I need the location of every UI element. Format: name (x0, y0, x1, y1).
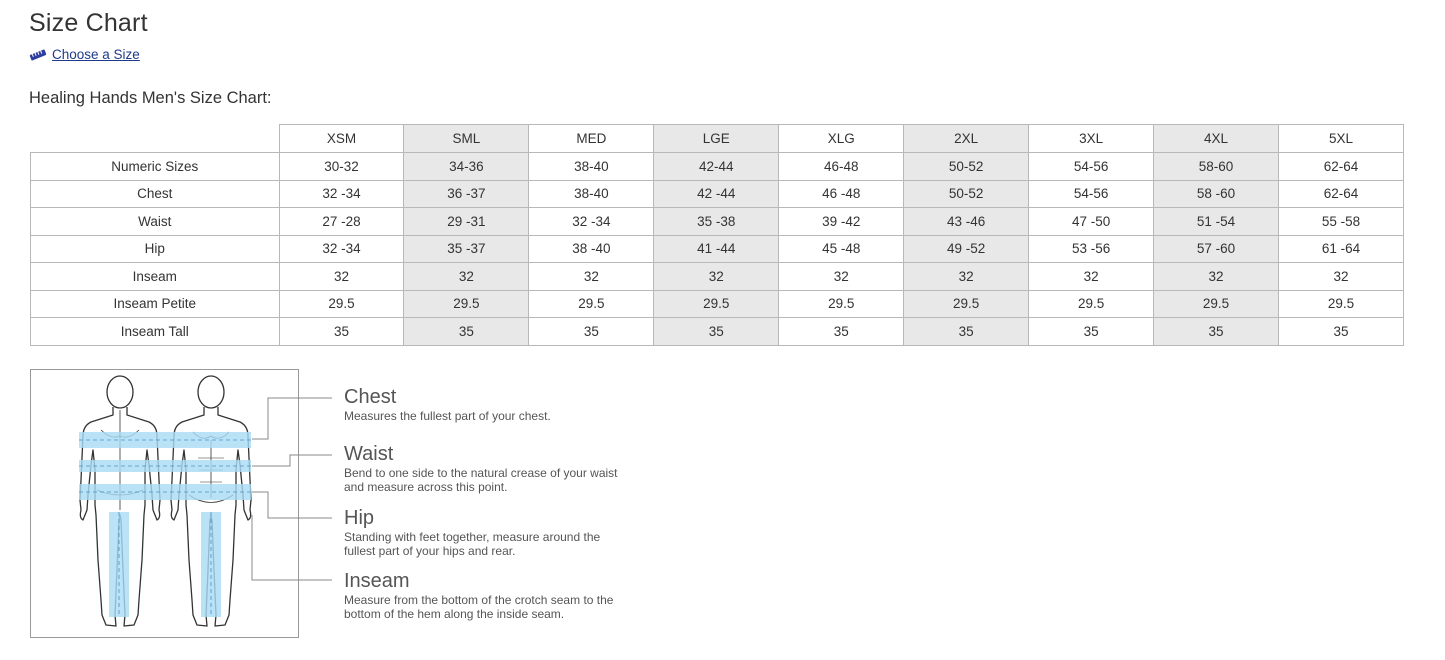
size-cell: 29.5 (904, 290, 1029, 318)
size-cell: 49 -52 (904, 235, 1029, 263)
size-cell: 41 -44 (654, 235, 779, 263)
size-cell: 51 -54 (1154, 208, 1279, 236)
size-cell: 29.5 (1154, 290, 1279, 318)
size-cell: 61 -64 (1279, 235, 1404, 263)
size-cell: 29.5 (404, 290, 529, 318)
row-label: Waist (31, 208, 280, 236)
table-row (31, 290, 1404, 318)
size-cell: 53 -56 (1029, 235, 1154, 263)
size-cell: 29.5 (654, 290, 779, 318)
row-label: Numeric Sizes (31, 153, 280, 181)
size-cell: 46-48 (779, 153, 904, 181)
size-cell: 35 -38 (654, 208, 779, 236)
size-cell: 32 -34 (279, 180, 404, 208)
size-cell: 58 -60 (1154, 180, 1279, 208)
measure-title: Chest (344, 386, 397, 408)
size-cell: 42 -44 (654, 180, 779, 208)
measure-description: Bend to one side to the natural crease of your waist and measure across this point. (344, 466, 618, 494)
size-cell: 35 -37 (404, 235, 529, 263)
size-cell: 29.5 (779, 290, 904, 318)
size-cell: 50-52 (904, 153, 1029, 181)
page-title: Size Chart (29, 9, 148, 37)
size-cell: 32 (404, 263, 529, 291)
size-chart-table (30, 124, 1404, 346)
size-cell: 54-56 (1029, 153, 1154, 181)
size-cell: 62-64 (1279, 180, 1404, 208)
size-cell: 55 -58 (1279, 208, 1404, 236)
measure-hip (344, 506, 619, 558)
size-header: XSM (279, 125, 404, 153)
size-header: 2XL (904, 125, 1029, 153)
size-cell: 35 (404, 318, 529, 346)
size-cell: 50-52 (904, 180, 1029, 208)
size-cell: 35 (779, 318, 904, 346)
table-row (31, 208, 1404, 236)
size-cell: 32 (1279, 263, 1404, 291)
row-label: Chest (31, 180, 280, 208)
size-cell: 32 -34 (529, 208, 654, 236)
size-cell: 27 -28 (279, 208, 404, 236)
table-row (31, 263, 1404, 291)
size-cell: 35 (1279, 318, 1404, 346)
size-cell: 46 -48 (779, 180, 904, 208)
size-cell: 32 (1029, 263, 1154, 291)
size-cell: 32 (1154, 263, 1279, 291)
size-cell: 57 -60 (1154, 235, 1279, 263)
body-figures-illustration (31, 370, 299, 638)
choose-size-label[interactable]: Choose a Size (52, 47, 140, 62)
size-cell: 29.5 (529, 290, 654, 318)
measure-inseam (344, 569, 634, 621)
measurement-bands (79, 432, 251, 617)
choose-size-link[interactable] (29, 47, 140, 62)
size-cell: 35 (904, 318, 1029, 346)
size-cell: 32 (654, 263, 779, 291)
row-label: Inseam Petite (31, 290, 280, 318)
row-label: Inseam Tall (31, 318, 280, 346)
size-cell: 35 (529, 318, 654, 346)
body-measurement-diagram (30, 369, 299, 638)
measure-description: Measure from the bottom of the crotch seam to the bottom of the hem along the inside seam. (344, 593, 614, 621)
section-title: Healing Hands Men's Size Chart: (29, 89, 272, 107)
size-cell: 35 (1154, 318, 1279, 346)
table-row (31, 180, 1404, 208)
measure-waist (344, 442, 639, 494)
row-label: Inseam (31, 263, 280, 291)
measuring-tape-icon (29, 49, 47, 61)
size-cell: 34-36 (404, 153, 529, 181)
size-cell: 29.5 (1279, 290, 1404, 318)
table-row (31, 235, 1404, 263)
size-cell: 30-32 (279, 153, 404, 181)
size-cell: 39 -42 (779, 208, 904, 236)
size-cell: 45 -48 (779, 235, 904, 263)
measure-description: Standing with feet together, measure around the fullest part of your hips and rear. (344, 530, 601, 558)
size-cell: 35 (1029, 318, 1154, 346)
measure-description: Measures the fullest part of your chest. (344, 409, 551, 423)
size-cell: 32 (779, 263, 904, 291)
measure-title: Hip (344, 507, 375, 529)
size-cell: 29.5 (1029, 290, 1154, 318)
size-cell: 32 (904, 263, 1029, 291)
size-header: MED (529, 125, 654, 153)
size-header: 5XL (1279, 125, 1404, 153)
row-label: Hip (31, 235, 280, 263)
size-cell: 62-64 (1279, 153, 1404, 181)
measure-title: Waist (344, 443, 394, 465)
size-cell: 47 -50 (1029, 208, 1154, 236)
table-row (31, 153, 1404, 181)
size-cell: 38-40 (529, 153, 654, 181)
size-cell: 35 (279, 318, 404, 346)
size-cell: 32 (529, 263, 654, 291)
size-header: XLG (779, 125, 904, 153)
size-header: LGE (654, 125, 779, 153)
size-cell: 58-60 (1154, 153, 1279, 181)
measure-title: Inseam (344, 570, 410, 592)
size-table-body (31, 153, 1404, 346)
size-cell: 32 (279, 263, 404, 291)
measure-chest (344, 385, 644, 423)
size-cell: 32 -34 (279, 235, 404, 263)
table-row (31, 318, 1404, 346)
size-header: 4XL (1154, 125, 1279, 153)
size-cell: 42-44 (654, 153, 779, 181)
size-cell: 29 -31 (404, 208, 529, 236)
size-header: 3XL (1029, 125, 1154, 153)
size-cell: 38 -40 (529, 235, 654, 263)
size-cell: 43 -46 (904, 208, 1029, 236)
size-cell: 54-56 (1029, 180, 1154, 208)
size-header: SML (404, 125, 529, 153)
size-cell: 38-40 (529, 180, 654, 208)
size-cell: 36 -37 (404, 180, 529, 208)
size-header-row (31, 125, 1404, 153)
table-corner (31, 125, 280, 153)
size-cell: 29.5 (279, 290, 404, 318)
size-cell: 35 (654, 318, 779, 346)
